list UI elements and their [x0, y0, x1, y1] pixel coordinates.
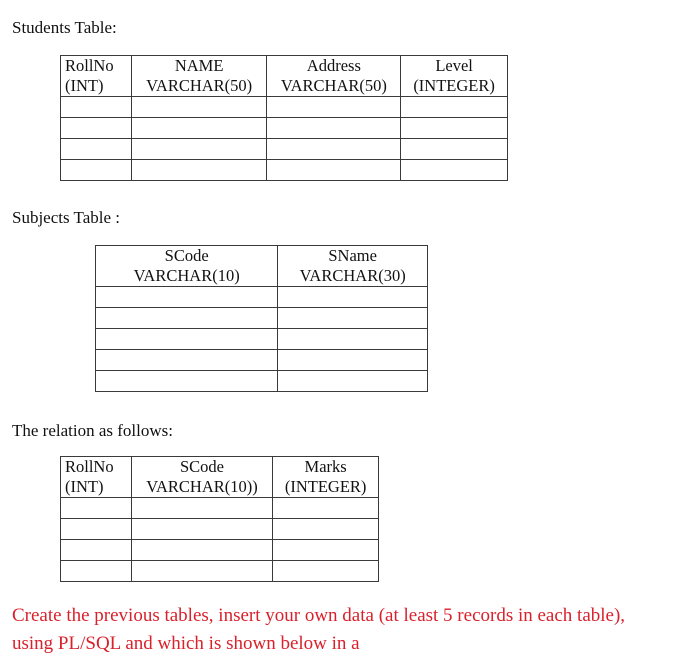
- table-row: [61, 118, 508, 139]
- relation-col-scode-name: SCode: [179, 457, 224, 476]
- table-cell: [61, 97, 132, 118]
- table-cell: [278, 287, 428, 308]
- table-cell: [61, 160, 132, 181]
- relation-col-rollno-name: RollNo: [65, 457, 114, 476]
- table-row: [96, 350, 428, 371]
- subjects-col-scode-name: SCode: [164, 246, 209, 265]
- table-cell: [96, 287, 278, 308]
- table-cell: [61, 498, 132, 519]
- table-cell: [273, 498, 379, 519]
- table-cell: [401, 160, 508, 181]
- students-table: [60, 55, 508, 181]
- table-cell: [61, 561, 132, 582]
- students-col-rollno: [61, 56, 132, 97]
- table-cell: [267, 160, 401, 181]
- students-col-level-name: Level: [435, 56, 473, 75]
- students-col-name: [131, 56, 267, 97]
- relation-col-scode: [131, 457, 273, 498]
- table-row: [96, 308, 428, 329]
- relation-col-marks-name: Marks: [304, 457, 347, 476]
- table-row: [61, 160, 508, 181]
- table-cell: [61, 540, 132, 561]
- subjects-col-sname-name: SName: [328, 246, 377, 265]
- students-col-rollno-type: (INT): [65, 76, 104, 95]
- table-cell: [96, 329, 278, 350]
- table-cell: [273, 519, 379, 540]
- students-col-level: [401, 56, 508, 97]
- relation-col-scode-type: VARCHAR(10)): [146, 477, 258, 496]
- table-row: [61, 498, 379, 519]
- table-cell: [131, 139, 267, 160]
- students-col-level-type: (INTEGER): [413, 76, 495, 95]
- subjects-col-scode-type: VARCHAR(10): [133, 266, 240, 285]
- table-cell: [401, 139, 508, 160]
- table-cell: [267, 139, 401, 160]
- table-cell: [267, 118, 401, 139]
- table-cell: [273, 540, 379, 561]
- table-row: [96, 371, 428, 392]
- table-cell: [131, 160, 267, 181]
- students-table-heading: Students Table:: [12, 18, 117, 37]
- table-cell: [61, 519, 132, 540]
- table-cell: [273, 561, 379, 582]
- relation-table-heading: The relation as follows:: [12, 421, 173, 440]
- subjects-col-scode: [96, 246, 278, 287]
- subjects-table-heading: Subjects Table :: [12, 208, 121, 227]
- table-cell: [267, 97, 401, 118]
- students-col-rollno-name: RollNo: [65, 56, 114, 75]
- students-col-address: [267, 56, 401, 97]
- instruction-text-continued: using PL/SQL and which is shown below in a: [12, 633, 360, 654]
- table-cell: [96, 371, 278, 392]
- relation-col-rollno-type: (INT): [65, 477, 104, 496]
- table-cell: [131, 118, 267, 139]
- table-cell: [278, 308, 428, 329]
- subjects-table: [95, 245, 428, 392]
- students-col-address-name: Address: [306, 56, 361, 75]
- relation-header-row: [61, 457, 379, 498]
- relation-col-marks-type: (INTEGER): [284, 477, 367, 496]
- table-row: [61, 97, 508, 118]
- table-cell: [96, 350, 278, 371]
- table-row: [61, 139, 508, 160]
- table-row: [96, 329, 428, 350]
- table-row: [61, 519, 379, 540]
- table-row: [61, 561, 379, 582]
- subjects-col-sname: [278, 246, 428, 287]
- table-cell: [278, 371, 428, 392]
- table-cell: [61, 139, 132, 160]
- subjects-header-row: [96, 246, 428, 287]
- relation-col-marks: [273, 457, 379, 498]
- students-col-address-type: VARCHAR(50): [280, 76, 387, 95]
- table-cell: [401, 118, 508, 139]
- instruction-text: Create the previous tables, insert your own data (at least 5 records in each table),: [12, 605, 626, 626]
- table-cell: [131, 561, 273, 582]
- table-cell: [278, 350, 428, 371]
- table-cell: [278, 329, 428, 350]
- table-cell: [401, 97, 508, 118]
- relation-col-rollno: [61, 457, 132, 498]
- table-cell: [61, 118, 132, 139]
- table-cell: [96, 308, 278, 329]
- table-cell: [131, 519, 273, 540]
- table-cell: [131, 97, 267, 118]
- relation-table: [60, 456, 379, 582]
- table-cell: [131, 498, 273, 519]
- table-cell: [131, 540, 273, 561]
- students-header-row: [61, 56, 508, 97]
- table-row: [96, 287, 428, 308]
- table-row: [61, 540, 379, 561]
- students-col-name-type: VARCHAR(50): [146, 76, 253, 95]
- students-col-name-name: NAME: [174, 56, 224, 75]
- subjects-col-sname-type: VARCHAR(30): [299, 266, 406, 285]
